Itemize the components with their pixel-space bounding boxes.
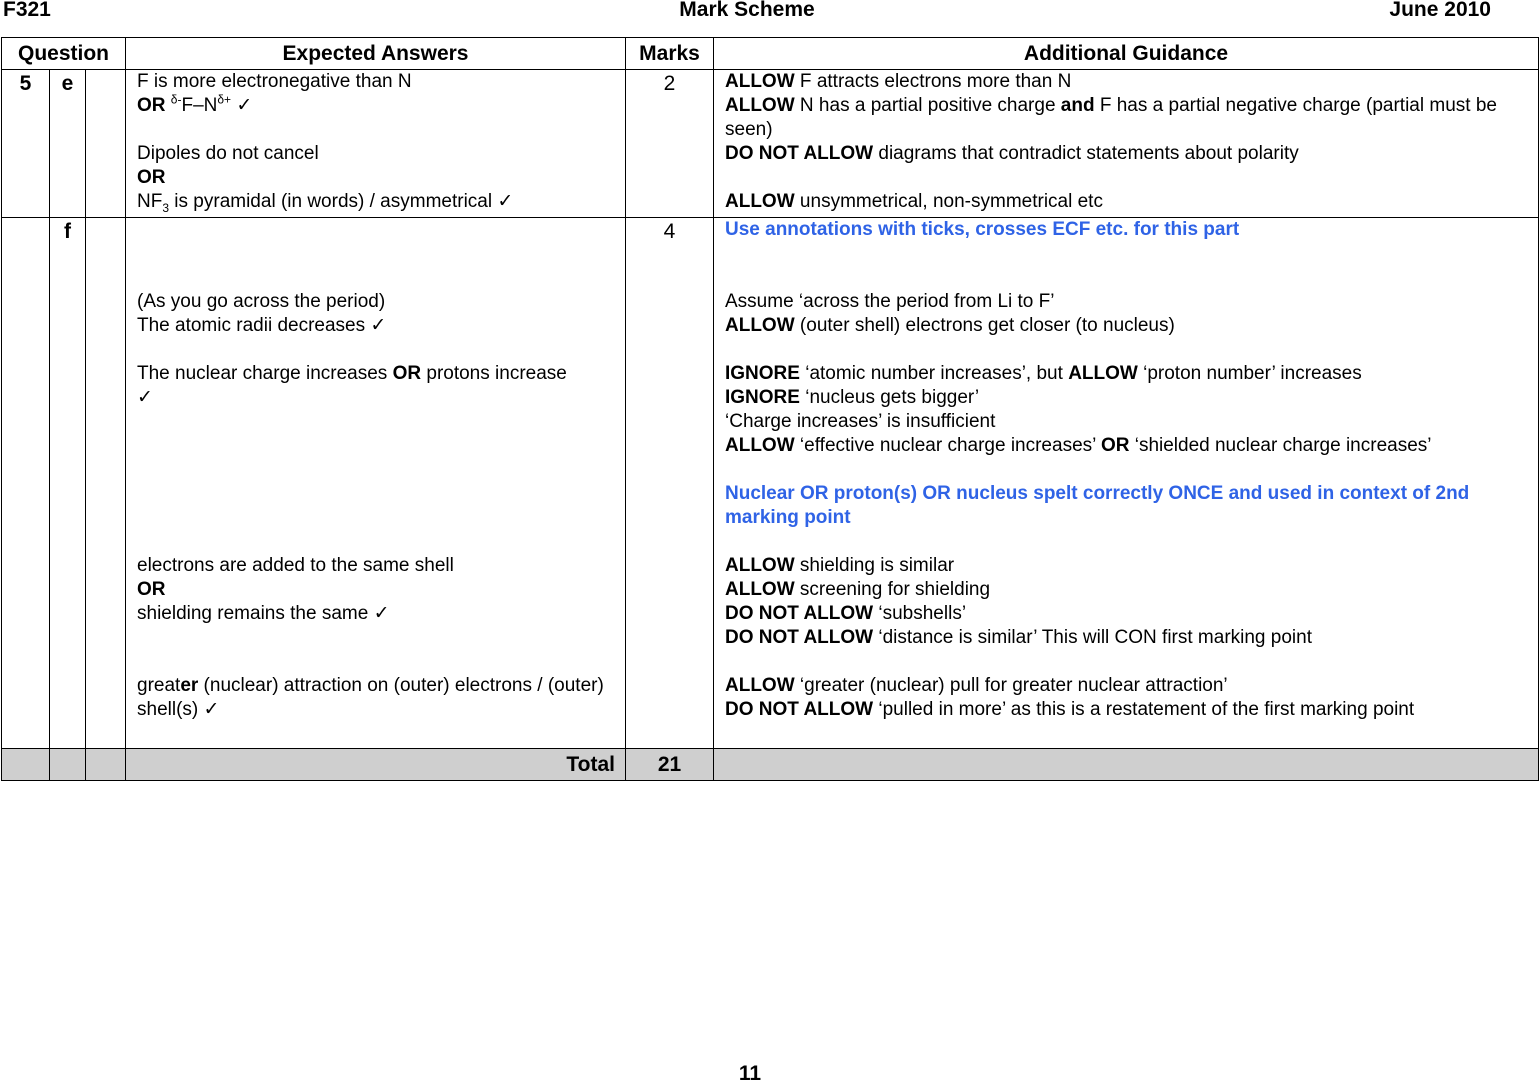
marks-cell: 2 [626, 70, 714, 218]
table-header-row [2, 38, 1539, 70]
tick-icon: ✓ [373, 603, 390, 624]
total-label: Total [126, 749, 626, 781]
mark-scheme-table [1, 37, 1539, 781]
answer-line: F is more electronegative than N [137, 71, 412, 92]
answer-line: OR [137, 167, 166, 188]
tick-icon: ✓ [370, 315, 387, 336]
tick-icon: ✓ [236, 95, 253, 116]
question-number: 5 [2, 70, 50, 218]
guidance-cell: Use annotations with ticks, crosses ECF etc. for this part Assume ‘across the period from Li to F’ ALLOW (outer shell) electrons get closer (to nucleus) IGNORE ‘atomic number increases’, but ALLOW ‘proton number’ increases IGNORE ‘nucleus gets bigger’ ‘Charge increases’ is insufficient ALLOW ‘effective nuclear charge increases’ OR ‘shielded nuclear charge increases’ Nuclear OR proton(s) OR nucleus spelt correctly ONCE and used in context of 2nd marking point ALLOW shielding is similar ALLOW screening for shielding DO NOT ALLOW ‘subshells’ DO NOT ALLOW ‘distance is similar’ This will CON first marking point ALLOW ‘greater (nuclear) pull for greater nuclear attraction’ DO NOT ALLOW ‘pulled in more’ as this is a restatement of the first marking point [714, 218, 1539, 749]
marks-cell: 4 [626, 218, 714, 749]
column-header-additional-guidance: Additional Guidance [714, 38, 1539, 70]
table-row [2, 218, 1539, 749]
annotation-note: Use annotations with ticks, crosses ECF etc. for this part [725, 219, 1240, 240]
column-header-question: Question [2, 38, 126, 70]
expected-answer-cell [126, 70, 626, 218]
page-number: 11 [738, 1062, 762, 1085]
answer-line: Dipoles do not cancel [137, 143, 319, 164]
answer-line: OR $^{\delta-}F-N^{\delta+}$ ✓ [137, 92, 253, 116]
tick-icon: ✓ [137, 387, 153, 408]
spelling-note: Nuclear OR proton(s) OR nucleus spelt correctly ONCE and used in context of 2nd marking point [725, 483, 1470, 528]
column-header-marks: Marks [626, 38, 714, 70]
expected-answer-cell: (As you go across the period) The atomic radii decreases ✓ The nuclear charge increases OR protons increase ✓ electrons are added to the same shell OR shielding remains the same ✓ greater (nuclear) attraction on (outer) electrons / (outer) shell(s) ✓ [126, 218, 626, 749]
question-subpart [86, 218, 126, 749]
table-row [2, 70, 1539, 218]
question-part: e [50, 70, 86, 218]
total-row [2, 749, 1539, 781]
answer-line: $NF_3$ is pyramidal (in words) / asymmetrical ✓ [137, 191, 514, 215]
document-title: Mark Scheme [679, 0, 815, 21]
document-date: June 2010 [1389, 0, 1491, 21]
total-marks: 21 [626, 749, 714, 781]
question-number [2, 218, 50, 749]
tick-icon: ✓ [203, 699, 220, 720]
column-header-expected-answers: Expected Answers [126, 38, 626, 70]
question-subpart [86, 70, 126, 218]
tick-icon: ✓ [497, 191, 514, 212]
guidance-cell: ALLOW F attracts electrons more than N ALLOW N has a partial positive charge and F has a partial negative charge (partial must be seen) DO NOT ALLOW diagrams that contradict statements about polarity ALLOW unsymmetrical, non-symmetrical etc [714, 70, 1539, 218]
question-part: f [50, 218, 86, 749]
document-code: F321 [3, 0, 51, 21]
